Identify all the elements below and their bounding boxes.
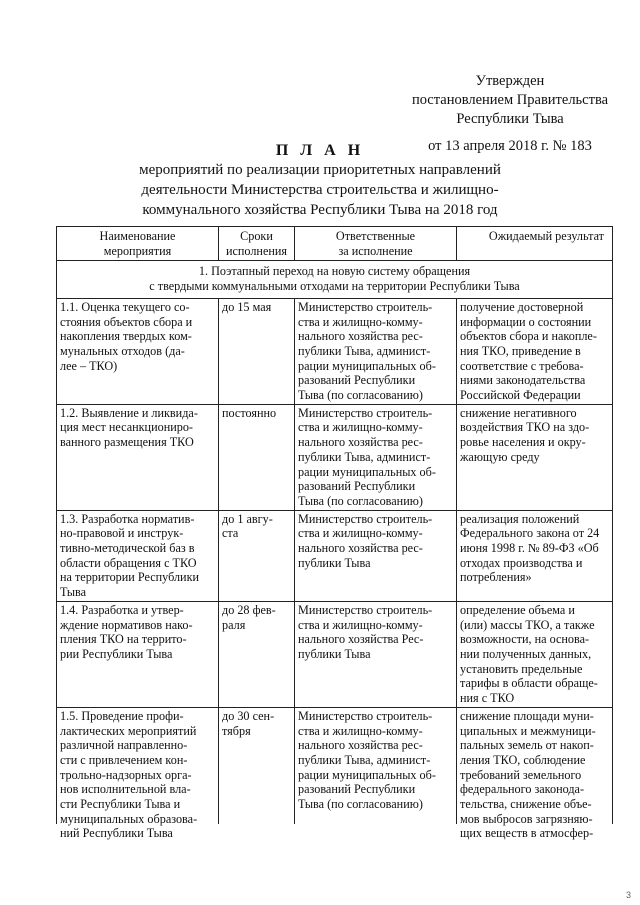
table-row (57, 707, 613, 824)
cell-result-line: жающую среду (460, 449, 540, 464)
cell-name (57, 601, 219, 707)
approval-line-4: от 13 апреля 2018 г. № 183 (428, 138, 592, 154)
cell-result-line: соответствие с требова- (460, 358, 584, 373)
section-heading (57, 261, 613, 298)
header-name (57, 227, 219, 261)
cell-responsible-line: нального хозяйства рес- (298, 541, 423, 556)
cell-responsible-line: рации муниципальных об- (298, 767, 436, 782)
subtitle-line-1: мероприятий по реализации приоритетных направлений (139, 162, 501, 178)
table-row (57, 404, 613, 510)
cell-responsible (295, 404, 457, 510)
cell-responsible-line: нального хозяйства рес- (298, 738, 423, 753)
table-row (57, 601, 613, 707)
cell-responsible-line: публики Тыва (298, 555, 371, 570)
cell-name (57, 707, 219, 841)
cell-result-line: реализация положений (460, 511, 580, 526)
cell-result (457, 601, 613, 707)
header-responsible-line-2: за исполнение (338, 243, 413, 258)
cell-term-line: постоянно (222, 405, 277, 420)
cell-responsible-line: ства и жилищно-комму- (298, 723, 423, 738)
cell-name-line: лее – ТКО) (60, 358, 118, 373)
cell-responsible (295, 707, 457, 824)
table-row (57, 510, 613, 601)
header-result (457, 227, 613, 261)
cell-term (219, 404, 295, 510)
header-term-line-1: Сроки (240, 229, 273, 243)
cell-responsible (295, 510, 457, 601)
page-number: 3 (626, 890, 632, 900)
section-heading-line-2: с твердыми коммунальными отходами на территории Республики Тыва (149, 279, 520, 294)
cell-result-line: щих веществ в атмосфер- (460, 826, 594, 841)
document-title: П Л А Н (275, 142, 365, 159)
table-row (57, 298, 613, 404)
approval-line-1: Утвержден (475, 73, 545, 89)
cell-responsible-line: публики Тыва, админист- (298, 449, 431, 464)
cell-name-line: тивно-методической баз в (60, 541, 195, 556)
cell-name-line: нов исполнительной вла- (60, 782, 191, 797)
cell-responsible-line: Тыва (по согласованию) (298, 493, 423, 508)
header-name-line-1: Наименование (99, 229, 176, 243)
header-result-line-1: Ожидаемый результат (488, 229, 604, 243)
subtitle-line-3: коммунального хозяйства Республики Тыва на 2018 год (142, 202, 498, 218)
approval-line-2: постановлением Правительства (411, 92, 609, 108)
cell-term (219, 601, 295, 707)
cell-responsible-line: нального хозяйства Рес- (298, 632, 424, 647)
header-term (219, 227, 295, 261)
cell-result-line: ния ТКО, приведение в (460, 343, 581, 358)
cell-result-line: ния с ТКО (460, 691, 515, 706)
cell-name-line: трольно-надзорных орга- (60, 767, 192, 782)
cell-result-line: снижение площади муни- (460, 708, 594, 723)
cell-name-line: лактических мероприятий (60, 723, 197, 738)
cell-name-line: стояния объектов сбора и (60, 314, 193, 329)
cell-responsible-line: ства и жилищно-комму- (298, 617, 423, 632)
cell-responsible-line: Министерство строитель- (298, 602, 433, 617)
cell-responsible-line: публики Тыва (298, 646, 371, 661)
cell-term-line: до 28 фев- (222, 602, 276, 617)
cell-result-line: ровье населения и окру- (460, 435, 586, 450)
cell-result (457, 707, 613, 841)
cell-result-line: ления ТКО, соблюдение (460, 752, 586, 767)
cell-responsible-line: рации муниципальных об- (298, 358, 436, 373)
cell-result-line: (или) массы ТКО, а также (460, 617, 595, 632)
cell-name-line: Тыва (60, 585, 87, 600)
cell-responsible-line: ства и жилищно-комму- (298, 420, 423, 435)
cell-result-line: объектов сбора и накопле- (460, 329, 597, 344)
cell-result-line: ниями законодательства (460, 373, 586, 388)
cell-responsible-line: Министерство строитель- (298, 405, 433, 420)
cell-responsible-line: разований Республики (298, 373, 416, 388)
cell-result-line: нии полученных данных, (460, 646, 592, 661)
cell-name (57, 404, 219, 510)
cell-responsible-line: Министерство строитель- (298, 299, 433, 314)
cell-result-line: определение объема и (460, 602, 575, 617)
cell-result-line: Российской Федерации (460, 388, 581, 403)
cell-result-line: тарифы в области обраще- (460, 676, 598, 691)
cell-result-line: пальных земель от накоп- (460, 738, 594, 753)
cell-term (219, 298, 295, 404)
cell-responsible-line: разований Республики (298, 782, 416, 797)
cell-name-line: накопления твердых ком- (60, 329, 192, 344)
cell-result-line: снижение негативного (460, 405, 577, 420)
section-row (57, 261, 613, 298)
cell-result-line: требований земельного (460, 767, 582, 782)
document-subtitle (100, 160, 540, 220)
header-term-line-2: исполнения (225, 243, 288, 258)
cell-name-line: сти с привлечением кон- (60, 752, 188, 767)
cell-responsible-line: ства и жилищно-комму- (298, 314, 423, 329)
cell-result-line: получение достоверной (460, 299, 584, 314)
cell-name-line: 1.5. Проведение профи- (60, 708, 184, 723)
cell-term (219, 510, 295, 601)
cell-result-line: июня 1998 г. № 89-ФЗ «Об (460, 541, 599, 556)
cell-term-line: до 1 авгу- (222, 511, 273, 526)
cell-responsible-line: нального хозяйства рес- (298, 329, 423, 344)
cell-name-line: муниципальных образова- (60, 811, 198, 826)
subtitle-line-2: деятельности Министерства строительства и жилищно- (141, 182, 499, 198)
cell-name-line: ция мест несанкциониро- (60, 420, 193, 435)
cell-name-line: ванного размещения ТКО (60, 435, 194, 450)
header-responsible-line-1: Ответственные (335, 229, 416, 243)
cell-result-line: отходах производства и (460, 555, 583, 570)
cell-name-line: мунальных отходов (да- (60, 343, 185, 358)
cell-term-line: ста (222, 526, 239, 541)
cell-result (457, 510, 613, 601)
cell-name-line: 1.2. Выявление и ликвида- (60, 405, 198, 420)
cell-result-line: мов выбросов загрязняю- (460, 811, 593, 826)
cell-responsible (295, 601, 457, 707)
cell-responsible-line: ства и жилищно-комму- (298, 526, 423, 541)
cell-name (57, 510, 219, 601)
cell-name-line: 1.1. Оценка текущего со- (60, 299, 190, 314)
cell-responsible-line: рации муниципальных об- (298, 464, 436, 479)
cell-result-line: тельства, снижение объе- (460, 797, 592, 812)
cell-responsible (295, 298, 457, 404)
header-responsible (295, 227, 457, 261)
cell-name-line: области обращения с ТКО (60, 555, 197, 570)
approval-line-3: Республики Тыва (456, 111, 564, 127)
cell-result (457, 404, 613, 510)
cell-responsible-line: публики Тыва, админист- (298, 343, 431, 358)
table-header-row (57, 227, 613, 261)
cell-result-line: воздействия ТКО на здо- (460, 420, 590, 435)
cell-name-line: ждение нормативов нако- (60, 617, 193, 632)
cell-responsible-line: разований Республики (298, 479, 416, 494)
cell-name-line: пления ТКО на террито- (60, 632, 187, 647)
plan-table (56, 226, 613, 841)
header-name-line-2: мероприятия (103, 243, 172, 258)
cell-name-line: рии Республики Тыва (60, 646, 173, 661)
cell-result-line: Федерального закона от 24 (460, 526, 600, 541)
cell-name-line: ний Республики Тыва (60, 826, 173, 841)
cell-result (457, 298, 613, 404)
cell-term (219, 707, 295, 824)
cell-responsible-line: Министерство строитель- (298, 511, 433, 526)
cell-name-line: 1.3. Разработка норматив- (60, 511, 195, 526)
cell-responsible-line: Тыва (по согласованию) (298, 797, 423, 812)
cell-result-line: установить предельные (460, 661, 583, 676)
cell-name-line: на территории Республики (60, 570, 200, 585)
cell-term-line: тября (222, 723, 251, 738)
cell-name (57, 298, 219, 404)
cell-name-line: 1.4. Разработка и утвер- (60, 602, 184, 617)
section-heading-line-1: 1. Поэтапный переход на новую систему обращения (198, 264, 471, 279)
cell-term-line: до 15 мая (222, 299, 272, 314)
cell-result-line: федерального законода- (460, 782, 585, 797)
cell-result-line: ципальных и межмуници- (460, 723, 596, 738)
cell-result-line: потребления» (460, 570, 532, 585)
cell-name-line: но-правовой и инструк- (60, 526, 184, 541)
cell-result-line: возможности, на основа- (460, 632, 590, 647)
cell-name-line: сти Республики Тыва и (60, 797, 181, 812)
cell-term-line: раля (222, 617, 246, 632)
cell-responsible-line: Министерство строитель- (298, 708, 433, 723)
cell-responsible-line: публики Тыва, админист- (298, 752, 431, 767)
cell-result-line: информации о состоянии (460, 314, 592, 329)
cell-responsible-line: нального хозяйства рес- (298, 435, 423, 450)
cell-name-line: различной направленно- (60, 738, 188, 753)
cell-term-line: до 30 сен- (222, 708, 275, 723)
cell-responsible-line: Тыва (по согласованию) (298, 388, 423, 403)
